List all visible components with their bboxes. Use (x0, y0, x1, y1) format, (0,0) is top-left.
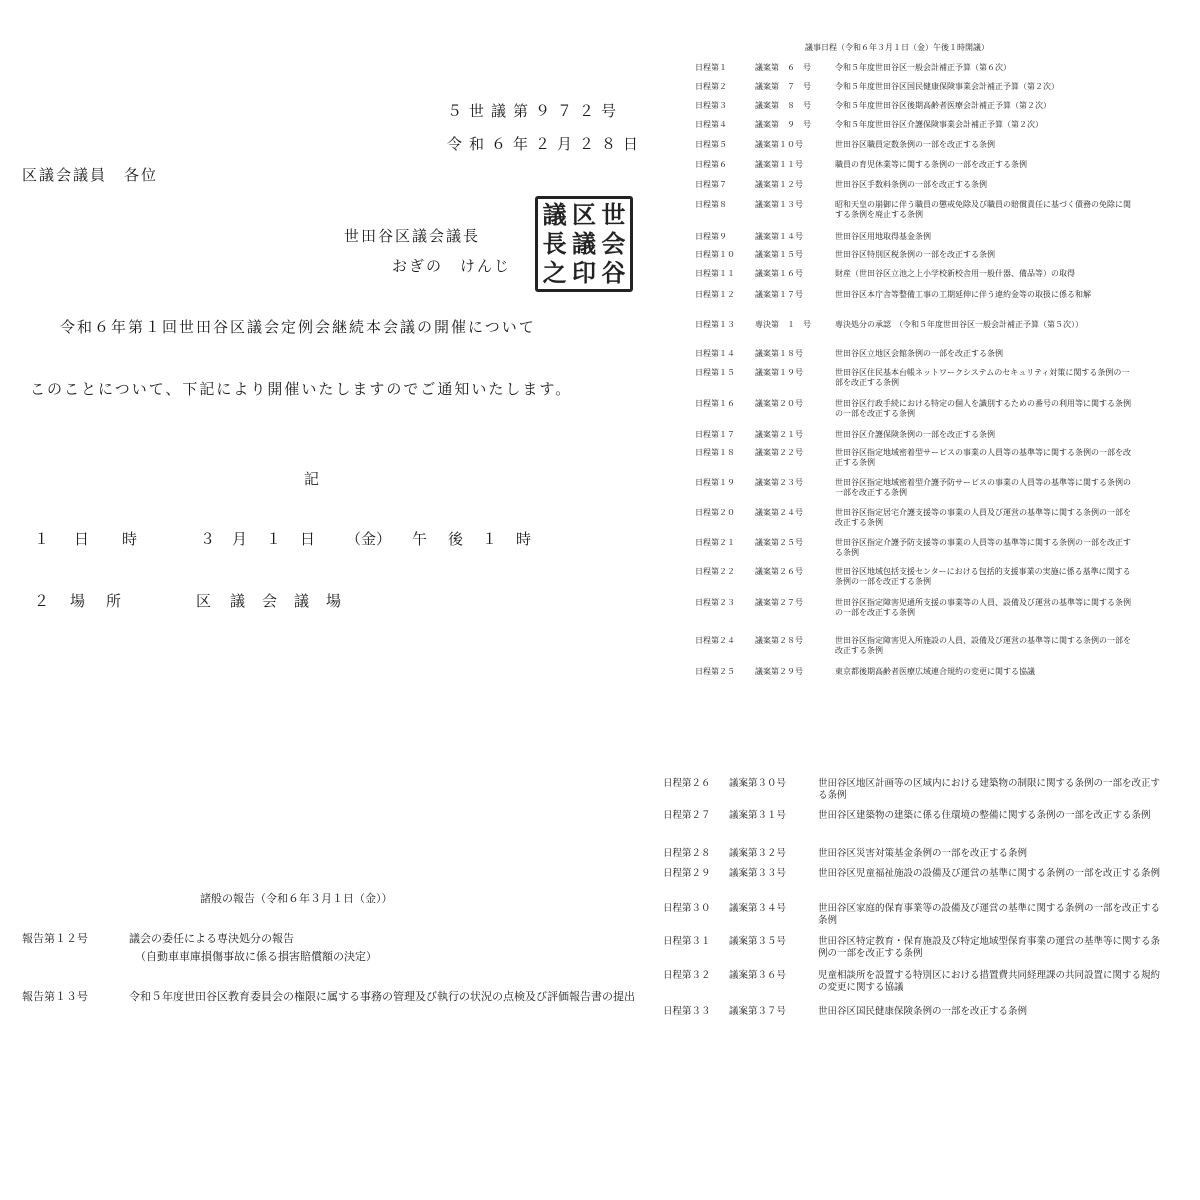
agenda-item-no: 議案第１０号 (755, 140, 803, 149)
agenda-day: 日程第６ (695, 160, 727, 169)
agenda-item-no: 議案第２１号 (755, 430, 803, 439)
agenda-day: 日程第１ (695, 63, 727, 72)
seal-char: 印 (571, 257, 596, 287)
value-char: 時 (516, 530, 532, 548)
agenda-description: 世田谷区特別区税条例の一部を改正する条例 (835, 250, 995, 259)
agenda-item-no: 議案第３７号 (729, 1006, 787, 1017)
official-seal (535, 196, 633, 292)
agenda-description: 世田谷区地区計画等の区域内における建築物の制限に関する条例の一部を改正する条例 (818, 778, 1161, 801)
agenda-description: 世田谷区職員定数条例の一部を改正する条例 (835, 140, 995, 149)
agenda-item-no: 議案第３６号 (729, 970, 787, 981)
agenda-item-no: 議案第３４号 (729, 903, 787, 914)
agenda-item-no: 議案第１３号 (755, 200, 803, 209)
agenda-item-no: 議案第３５号 (729, 936, 787, 947)
agenda-item-no: 議案第２３号 (755, 478, 803, 487)
agenda-day: 日程第２７ (663, 810, 711, 821)
agenda-item-no: 議案第１８号 (755, 349, 803, 358)
report-number: 報告第１３号 (22, 990, 88, 1003)
agenda-description: 世田谷区指定地域密着型サービスの事業の人員等の基準等に関する条例の一部を改正する条例 (835, 448, 1131, 467)
value-char: 議 (294, 592, 310, 610)
agenda-day: 日程第２１ (695, 538, 735, 547)
seal-char: 議 (542, 200, 567, 230)
seal-char: 長 (542, 228, 567, 258)
agenda-day: 日程第１６ (695, 399, 735, 408)
item-datetime-value (200, 528, 536, 549)
agenda-day: 日程第２５ (695, 667, 735, 676)
agenda-item-no: 議案第 ９ 号 (755, 120, 811, 129)
agenda-item-no: 議案第３０号 (729, 778, 787, 789)
agenda-item-no: 議案第２８号 (755, 636, 803, 645)
sender-title: 世田谷区議会議長 (344, 227, 481, 245)
seal-char: 区 (571, 200, 596, 230)
agenda-item-no: 議案第３１号 (729, 810, 787, 821)
agenda-item-no: 議案第３３号 (729, 868, 787, 879)
report-description (129, 988, 649, 1006)
agenda-description: 世田谷区立地区会館条例の一部を改正する条例 (835, 349, 1003, 358)
agenda-description: 昭和天皇の崩御に伴う職員の懲戒免除及び職員の賠償責任に基づく債務の免除に関する条例を廃止する条例 (835, 200, 1131, 219)
agenda-item-no: 議案第２７号 (755, 598, 803, 607)
label-char: 時 (122, 530, 138, 548)
agenda-item-no: 議案第 ６ 号 (755, 63, 811, 72)
item-place-label (34, 590, 196, 611)
agenda-day: 日程第８ (695, 200, 727, 209)
value-char: １ (482, 530, 498, 548)
agenda-day: 日程第２２ (695, 567, 735, 576)
letter-subject: 令和６年第１回世田谷区議会定例会継続本会議の開催について (60, 318, 536, 336)
agenda-description: 世田谷区介護保険条例の一部を改正する条例 (835, 430, 995, 439)
report-number: 報告第１２号 (22, 932, 88, 945)
report-title: 令和５年度世田谷区教育委員会の権限に属する事務の管理及び執行の状況の点検及び評価報告書の提出 (129, 990, 635, 1003)
agenda-day: 日程第７ (695, 180, 727, 189)
value-char: （金） (346, 530, 392, 548)
agenda-day: 日程第１０ (695, 250, 735, 259)
letter-date: 令和６年２月２８日 (447, 135, 646, 153)
agenda-item-no: 議案第２６号 (755, 567, 803, 576)
value-char: 場 (326, 592, 342, 610)
seal-char: 会 (601, 228, 626, 258)
letter-body: このことについて、下記により開催いたしますのでご通知いたします。 (30, 380, 573, 398)
value-char: 議 (230, 592, 246, 610)
agenda-day: 日程第９ (695, 232, 727, 241)
agenda-item-no: 議案第２５号 (755, 538, 803, 547)
addressee: 区議会議員 各位 (22, 166, 159, 184)
agenda-day: 日程第１７ (695, 430, 735, 439)
agenda-description: 世田谷区住民基本台帳ネットワークシステムのセキュリティ対策に関する条例の一部を改正する条例 (835, 368, 1130, 387)
agenda-day: 日程第３１ (663, 936, 711, 947)
agenda-item-no: 議案第１１号 (755, 160, 803, 169)
agenda-description: 世田谷区指定居宅介護支援等の事業の人員及び運営の基準等に関する条例の一部を改正する条例 (835, 508, 1131, 527)
agenda-day: 日程第３３ (663, 1006, 711, 1017)
seal-char: 谷 (601, 257, 626, 287)
agenda-day: 日程第１９ (695, 478, 735, 487)
value-char: 後 (448, 530, 464, 548)
agenda-item-no: 議案第１５号 (755, 250, 803, 259)
sender-name: おぎの けんじ (392, 257, 512, 275)
label-char: 場 (70, 592, 86, 610)
agenda-description: 世田谷区用地取得基金条例 (835, 232, 931, 241)
agenda-description: 専決処分の承認 （令和５年度世田谷区一般会計補正予算（第５次）） (835, 320, 1083, 329)
agenda-item-no: 議案第１９号 (755, 368, 803, 377)
value-char: 午 (412, 530, 428, 548)
agenda-item-no: 議案第 ８ 号 (755, 101, 811, 110)
agenda-day: 日程第１１ (695, 269, 735, 278)
agenda-description: 世田谷区本庁舎等整備工事の工期延伸に伴う違約金等の取扱に係る和解 (835, 290, 1091, 299)
agenda-description: 児童相談所を設置する特別区における措置費共同経理課の共同設置に関する規約の変更に関する協議 (818, 970, 1161, 993)
agenda-day: 日程第３２ (663, 970, 711, 981)
agenda-item-no: 議案第３２号 (729, 848, 787, 859)
item-datetime-label (34, 528, 200, 549)
agenda-description: 世田谷区災害対策基金条例の一部を改正する条例 (818, 848, 1028, 859)
agenda-day: 日程第１４ (695, 349, 735, 358)
value-char: １ (266, 530, 282, 548)
report-subtitle: （自動車車庫損傷事故に係る損害賠償額の決定） (135, 950, 377, 963)
agenda-day: 日程第２０ (695, 508, 735, 517)
agenda-item-no: 議案第１６号 (755, 269, 803, 278)
agenda-description: 令和５年度世田谷区介護保険事業会計補正予算（第２次） (835, 120, 1043, 129)
item-place-value (196, 590, 346, 611)
value-char: 月 (232, 530, 248, 548)
agenda-day: 日程第２４ (695, 636, 735, 645)
agenda-description: 世田谷区国民健康保険条例の一部を改正する条例 (818, 1006, 1028, 1017)
value-char: 日 (300, 530, 316, 548)
agenda-item-no: 議案第２０号 (755, 399, 803, 408)
label-char: ２ (34, 592, 50, 610)
agenda-description: 令和５年度世田谷区後期高齢者医療会計補正予算（第２次） (835, 101, 1051, 110)
agenda-day: 日程第２９ (663, 868, 711, 879)
agenda-description: 世田谷区手数料条例の一部を改正する条例 (835, 180, 987, 189)
value-char: ３ (200, 530, 216, 548)
agenda-description: 世田谷区特定教育・保育施設及び特定地域型保育事業の運営の基準等に関する条例の一部を改正する条例 (818, 936, 1161, 959)
reference-number: ５世議第９７２号 (447, 102, 624, 120)
seal-char: 之 (542, 257, 567, 287)
value-char: 区 (196, 592, 212, 610)
report-description (129, 930, 649, 966)
agenda-day: 日程第３０ (663, 903, 711, 914)
agenda-day: 日程第４ (695, 120, 727, 129)
label-char: 日 (74, 530, 90, 548)
agenda-description: 令和５年度世田谷区国民健康保険事業会計補正予算（第２次） (835, 82, 1059, 91)
agenda-title: 議事日程（令和６年３月１日（金）午後１時開議） (805, 43, 989, 52)
agenda-description: 世田谷区家庭的保育事業等の設備及び運営の基準に関する条例の一部を改正する条例 (818, 903, 1161, 926)
agenda-item-no: 議案第２９号 (755, 667, 803, 676)
agenda-item-no: 議案第１７号 (755, 290, 803, 299)
agenda-description: 世田谷区児童福祉施設の設備及び運営の基準に関する条例の一部を改正する条例 (818, 868, 1161, 879)
agenda-item-no: 専決第 １ 号 (755, 320, 811, 329)
value-char: 会 (262, 592, 278, 610)
agenda-description: 世田谷区行政手続における特定の個人を識別するための番号の利用等に関する条例の一部を改正する条例 (835, 399, 1131, 418)
agenda-description: 財産（世田谷区立池之上小学校新校舎用一般什器、備品等）の取得 (835, 269, 1075, 278)
agenda-day: 日程第１３ (695, 320, 735, 329)
agenda-day: 日程第１８ (695, 448, 735, 457)
agenda-item-no: 議案第１４号 (755, 232, 803, 241)
agenda-description: 世田谷区指定障害児通所支援の事業等の人員、設備及び運営の基準等に関する条例の一部を改正する条例 (835, 598, 1131, 617)
report-title: 議会の委任による専決処分の報告 (129, 932, 294, 945)
agenda-item-no: 議案第２２号 (755, 448, 803, 457)
agenda-description: 令和５年度世田谷区一般会計補正予算（第６次） (835, 63, 1011, 72)
agenda-day: 日程第２ (695, 82, 727, 91)
seal-char: 議 (571, 228, 596, 258)
label-char: １ (34, 530, 50, 548)
ki-heading: 記 (304, 470, 322, 488)
agenda-description: 世田谷区地域包括支援センターにおける包括的支援事業の実施に係る基準に関する条例の一部を改正する条例 (835, 567, 1131, 586)
agenda-description: 世田谷区指定障害児入所施設の人員、設備及び運営の基準等に関する条例の一部を改正する条例 (835, 636, 1131, 655)
agenda-day: 日程第３ (695, 101, 727, 110)
agenda-item-no: 議案第２４号 (755, 508, 803, 517)
agenda-description: 東京都後期高齢者医療広域連合規約の変更に関する協議 (835, 667, 1035, 676)
agenda-day: 日程第２８ (663, 848, 711, 859)
agenda-day: 日程第１５ (695, 368, 735, 377)
agenda-day: 日程第２３ (695, 598, 735, 607)
agenda-description: 職員の育児休業等に関する条例の一部を改正する条例 (835, 160, 1027, 169)
agenda-day: 日程第１２ (695, 290, 735, 299)
agenda-day: 日程第２６ (663, 778, 711, 789)
agenda-item-no: 議案第１２号 (755, 180, 803, 189)
agenda-item-no: 議案第 ７ 号 (755, 82, 811, 91)
reports-title: 諸般の報告（令和６年３月１日（金）） (200, 892, 393, 905)
agenda-day: 日程第５ (695, 140, 727, 149)
agenda-description: 世田谷区指定介護予防支援等の事業の人員等の基準等に関する条例の一部を改正する条例 (835, 538, 1131, 557)
agenda-description: 世田谷区指定地域密着型介護予防サービスの事業の人員等の基準等に関する条例の一部を改正する条例 (835, 478, 1131, 497)
seal-char: 世 (601, 200, 626, 230)
label-char: 所 (106, 592, 122, 610)
agenda-description: 世田谷区建築物の建築に係る住環境の整備に関する条例の一部を改正する条例 (818, 810, 1151, 821)
